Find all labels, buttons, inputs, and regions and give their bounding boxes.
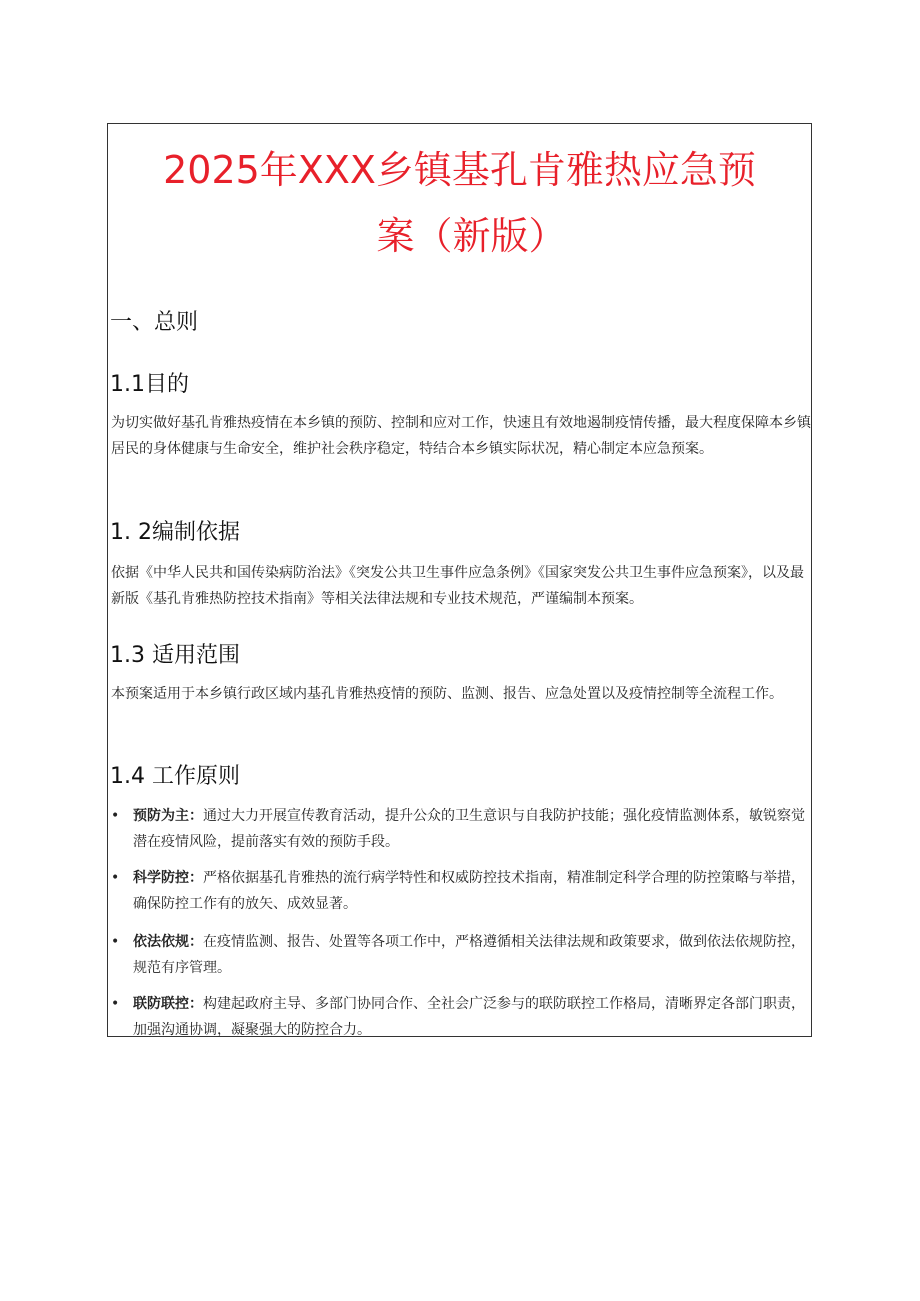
document-title-line2: 案（新版） [376,214,567,258]
principle-label: 联防联控： [133,996,203,1012]
principle-item [111,803,811,855]
bullet-marker: • [111,934,120,950]
paragraph-scope: 本预案适用于本乡镇行政区域内基孔肯雅热疫情的预防、监测、报告、应急处置以及疫情控制等全流程工作。 [111,686,783,702]
document-title-line1: 2025年XXX乡镇基孔肯雅热应急预 [163,148,756,192]
principle-label: 科学防控： [133,870,203,886]
bullet-marker: • [111,870,120,886]
principle-text: 通过大力开展宣传教育活动，提升公众的卫生意识与自我防护技能；强化疫情监测体系，敏锐察觉潜在疫情风险，提前落实有效的预防手段。 [133,808,805,850]
bullet-marker: • [111,996,120,1012]
principle-text: 在疫情监测、报告、处置等各项工作中，严格遵循相关法律法规和政策要求，做到依法依规防控，规范有序管理。 [133,934,805,976]
principle-text: 构建起政府主导、多部门协同合作、全社会广泛参与的联防联控工作格局，清晰界定各部门职责，加强沟通协调，凝聚强大的防控合力。 [133,996,805,1038]
principle-label: 预防为主： [133,808,203,824]
section-heading-principles: 1.4 工作原则 [110,764,240,789]
document-frame [107,123,812,1037]
section-heading-basis: 1. 2编制依据 [110,520,240,545]
principle-label: 依法依规： [133,934,203,950]
paragraph-purpose: 为切实做好基孔肯雅热疫情在本乡镇的预防、控制和应对工作，快速且有效地遏制疫情传播，最大程度保障本乡镇居民的身体健康与生命安全，维护社会秩序稳定，特结合本乡镇实际状况，精心制定本应急预案。 [111,415,811,457]
section-heading-scope: 1.3 适用范围 [110,643,240,668]
principle-text: 严格依据基孔肯雅热的流行病学特性和权威防控技术指南，精准制定科学合理的防控策略与举措，确保防控工作有的放矢、成效显著。 [133,870,805,912]
principle-item [111,865,811,917]
section-heading-general: 一、总则 [110,310,199,335]
principle-item [111,991,811,1043]
paragraph-basis: 依据《中华人民共和国传染病防治法》《突发公共卫生事件应急条例》《国家突发公共卫生事件应急预案》，以及最新版《基孔肯雅热防控技术指南》等相关法律法规和专业技术规范，严谨编制本预案。 [111,565,804,607]
bullet-marker: • [111,808,120,824]
principle-item [111,929,811,981]
section-heading-purpose: 1.1目的 [110,372,189,397]
